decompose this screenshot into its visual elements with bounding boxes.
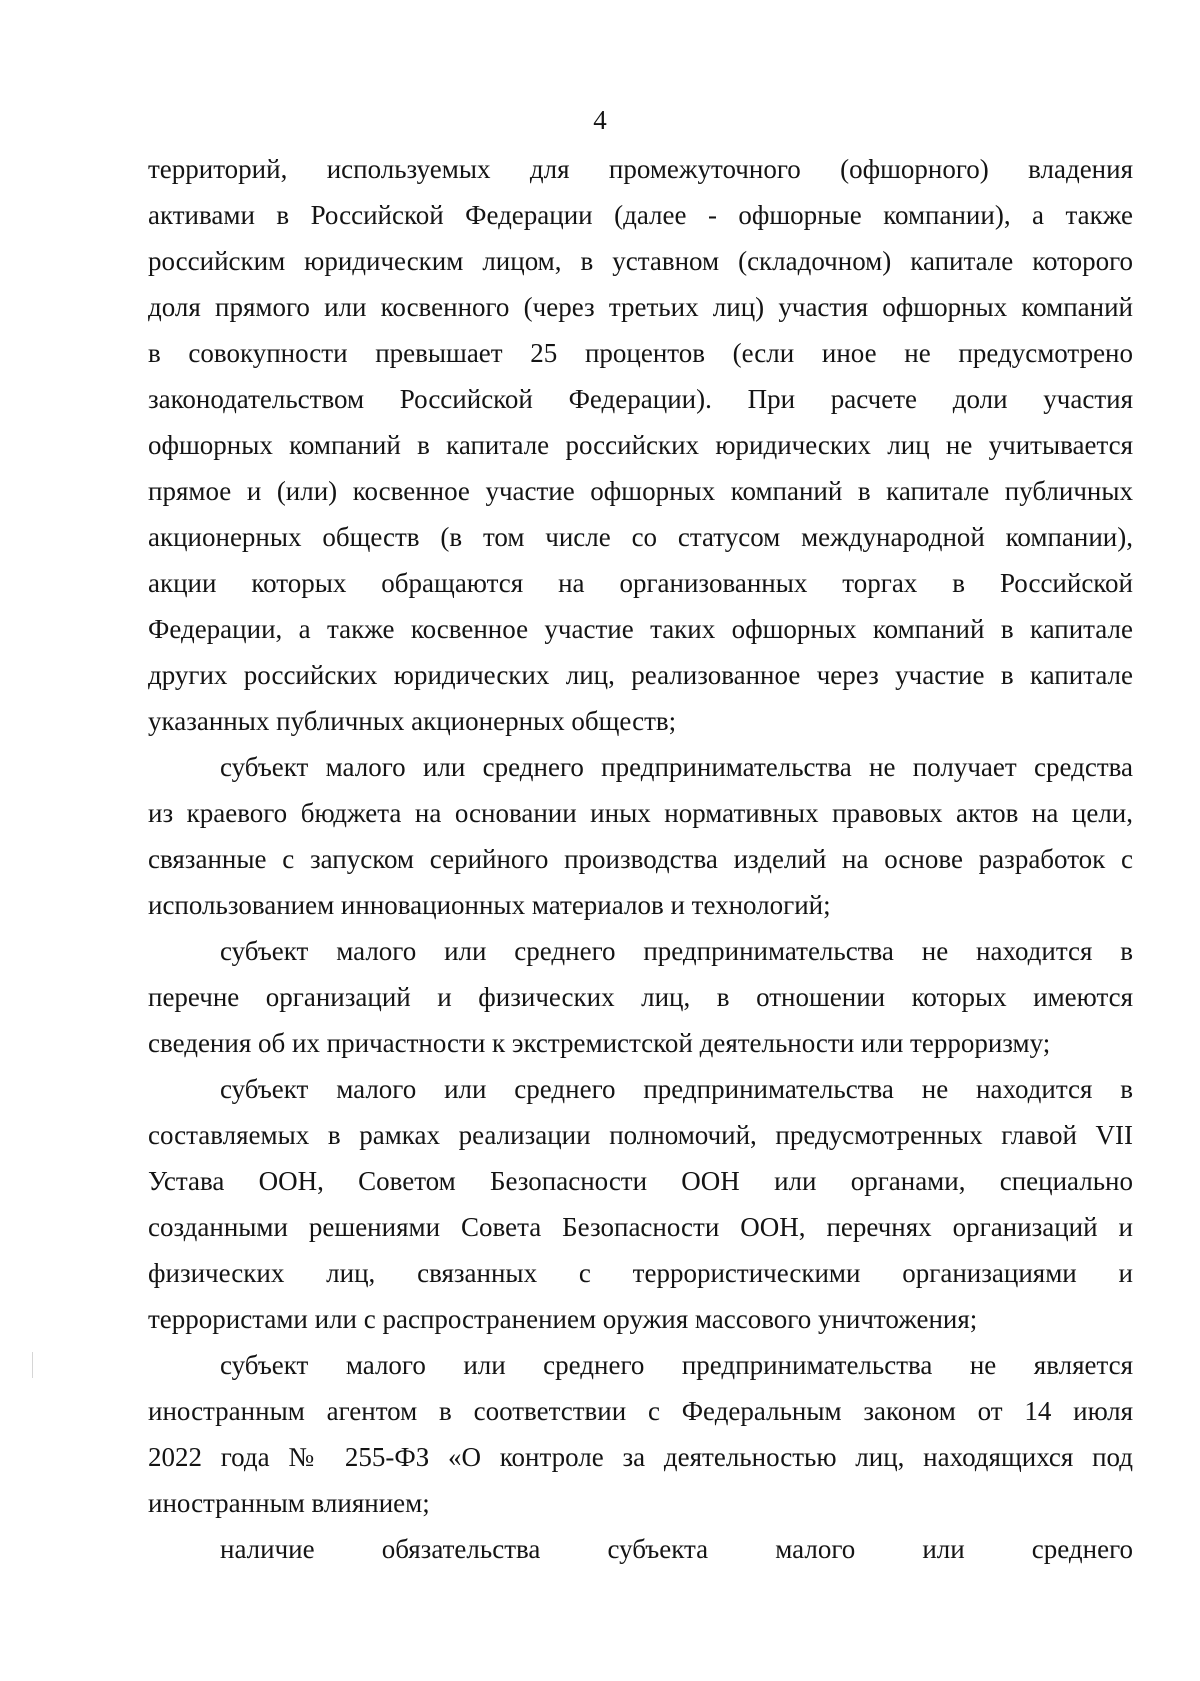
paragraph [148,1526,1133,1572]
text-line: из краевого бюджета на основании иных нормативных правовых актов на цели, [148,798,1133,828]
text-line: субъект малого или среднего предпринимательства не получает средства [220,752,1133,782]
document-body [148,146,1133,1572]
paragraph [148,1342,1133,1526]
text-line: перечне организаций и физических лиц, в отношении которых имеются [148,982,1133,1012]
text-line: российским юридическим лицом, в уставном (складочном) капитале которого [148,246,1133,276]
page-number: 4 [593,105,607,135]
text-line: сведения об их причастности к экстремистской деятельности или терроризму; [148,1028,1051,1058]
text-line: иностранным агентом в соответствии с Федеральным законом от 14 июля [148,1396,1133,1426]
text-line: субъект малого или среднего предпринимательства не находится в [220,936,1133,966]
text-line: других российских юридических лиц, реализованное через участие в капитале [148,660,1133,690]
text-line: наличие обязательства субъекта малого или среднего [220,1534,1133,1564]
text-line: 2022 года № 255-ФЗ «О контроле за деятельностью лиц, находящихся под [148,1442,1133,1472]
text-line: доля прямого или косвенного (через третьих лиц) участия офшорных компаний [148,292,1133,322]
text-line: субъект малого или среднего предпринимательства не является [220,1350,1133,1380]
text-line: прямое и (или) косвенное участие офшорных компаний в капитале публичных [148,476,1133,506]
text-line: составляемых в рамках реализации полномочий, предусмотренных главой VII [148,1120,1133,1150]
text-line: созданными решениями Совета Безопасности ООН, перечнях организаций и [148,1212,1133,1242]
text-line: офшорных компаний в капитале российских юридических лиц не учитывается [148,430,1133,460]
paragraph [148,928,1133,1066]
text-line: акционерных обществ (в том числе со статусом международной компании), [148,522,1133,552]
text-line: акции которых обращаются на организованных торгах в Российской [148,568,1133,598]
text-line: законодательством Российской Федерации). При расчете доли участия [148,384,1133,414]
scan-margin-mark [32,1352,33,1378]
paragraph [148,744,1133,928]
text-line: использованием инновационных материалов и технологий; [148,890,831,920]
text-line: активами в Российской Федерации (далее - офшорные компании), а также [148,200,1133,230]
text-line: физических лиц, связанных с террористическими организациями и [148,1258,1133,1288]
text-line: указанных публичных акционерных обществ; [148,706,677,736]
text-line: Федерации, а также косвенное участие таких офшорных компаний в капитале [148,614,1133,644]
text-line: связанные с запуском серийного производства изделий на основе разработок с [148,844,1133,874]
text-line: территорий, используемых для промежуточного (офшорного) владения [148,154,1133,184]
text-line: в совокупности превышает 25 процентов (если иное не предусмотрено [148,338,1133,368]
paragraph [148,146,1133,744]
text-line: субъект малого или среднего предпринимательства не находится в [220,1074,1133,1104]
paragraph [148,1066,1133,1342]
text-line: террористами или с распространением оружия массового уничтожения; [148,1304,978,1334]
text-line: Устава ООН, Советом Безопасности ООН или органами, специально [148,1166,1133,1196]
text-line: иностранным влиянием; [148,1488,430,1518]
